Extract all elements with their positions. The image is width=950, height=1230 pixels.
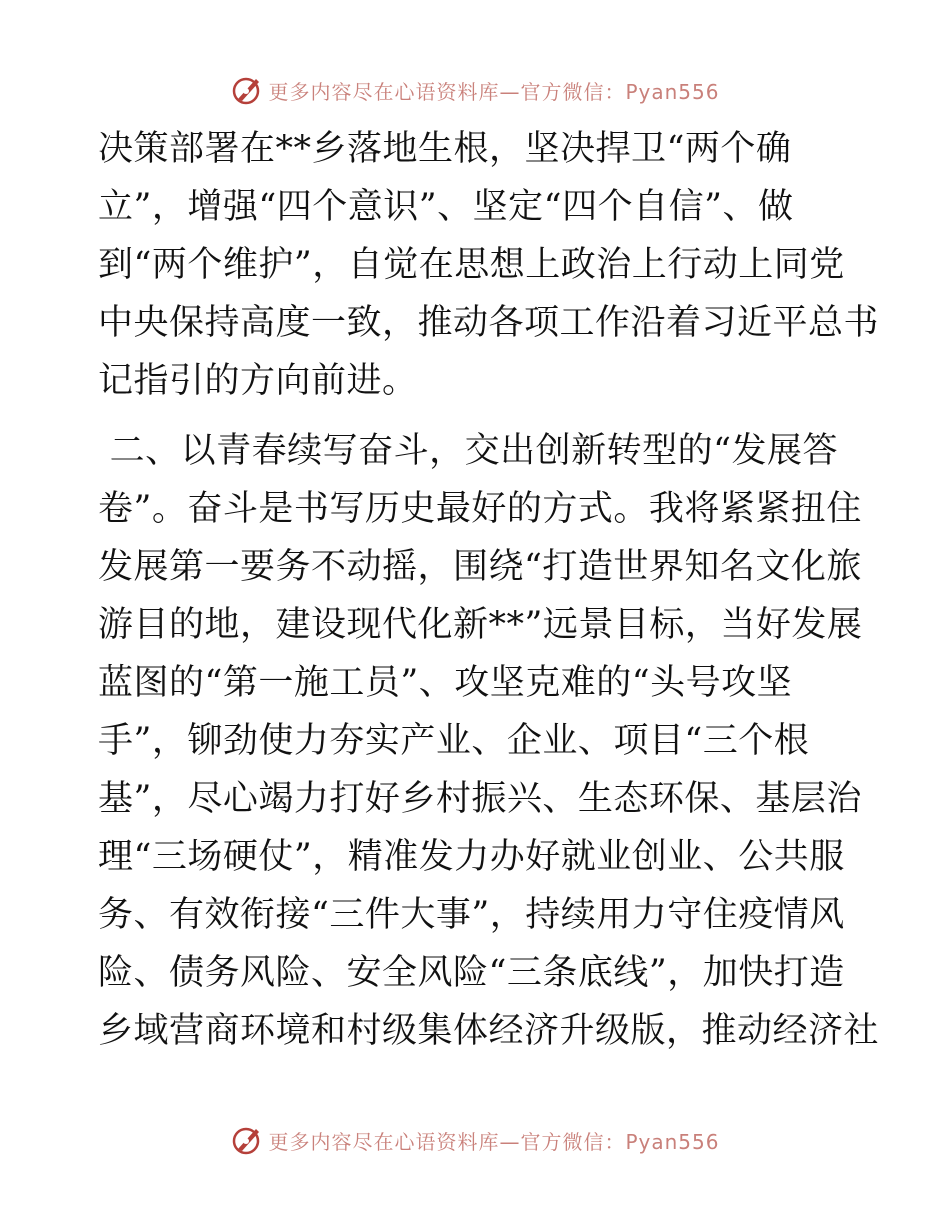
text-line: 二、以青春续写奋斗，交出创新转型的“发展答 [98,431,839,471]
text-line: 到“两个维护”，自觉在思想上政治上行动上同党 [98,245,845,285]
text-line: 游目的地，建设现代化新**”远景目标，当好发展 [98,605,863,645]
text-line: 中央保持高度一致，推动各项工作沿着习近平总书 [98,303,880,343]
paragraph-2 [98,422,880,1060]
watermark-text: 更多内容尽在心语资料库—官方微信：Pyan556 [268,1129,720,1154]
text-line: 基”，尽心竭力打好乡村振兴、生态环保、基层治 [98,779,862,819]
watermark-text: 更多内容尽在心语资料库—官方微信：Pyan556 [268,79,720,104]
text-line: 立”，增强“四个意识”、坚定“四个自信”、做 [98,187,794,227]
text-line: 乡域营商环境和村级集体经济升级版，推动经济社 [98,1011,880,1051]
document-body [98,120,880,1060]
text-line: 理“三场硬仗”，精准发力办好就业创业、公共服 [98,837,845,877]
quill-seal-icon [230,1123,264,1157]
text-line: 卷”。奋斗是书写历史最好的方式。我将紧紧扭住 [98,489,862,529]
text-line: 务、有效衔接“三件大事”，持续用力守住疫情风 [98,895,845,935]
footer-watermark-banner [0,1120,950,1160]
text-line: 记指引的方向前进。 [98,361,418,401]
quill-seal-icon [230,73,264,107]
header-watermark-banner [0,70,950,110]
paragraph-1 [98,120,880,410]
text-line: 蓝图的“第一施工员”、攻坚克难的“头号攻坚 [98,663,793,703]
text-line: 发展第一要务不动摇，围绕“打造世界知名文化旅 [98,547,862,587]
text-line: 手”，铆劲使力夯实产业、企业、项目“三个根 [98,721,810,761]
text-line: 决策部署在**乡落地生根，坚决捍卫“两个确 [98,129,792,169]
text-line: 险、债务风险、安全风险“三条底线”，加快打造 [98,953,845,993]
